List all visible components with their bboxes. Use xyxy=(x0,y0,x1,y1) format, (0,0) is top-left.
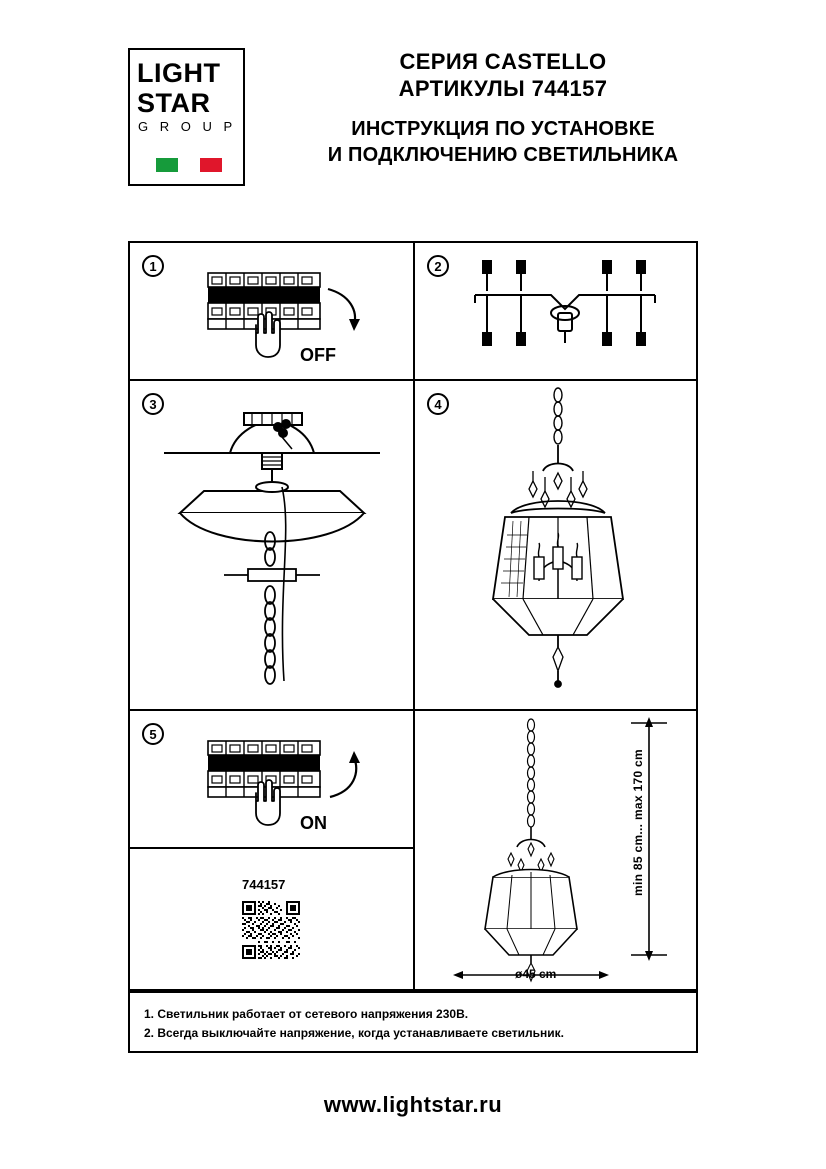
ceiling-mount-illustration xyxy=(152,391,392,701)
dimensions-cell xyxy=(413,711,696,991)
title-line-2: И ПОДКЛЮЧЕНИЮ СВЕТИЛЬНИКА xyxy=(327,144,679,166)
brand-logo xyxy=(128,48,245,186)
logo-group-text: G R O U P xyxy=(138,119,237,134)
step-cell-1 xyxy=(130,243,413,381)
step-cell-3 xyxy=(130,381,413,711)
logo-line-1: LIGHT xyxy=(137,58,221,88)
step-number-4: 4 xyxy=(427,393,449,415)
chandelier-illustration xyxy=(433,385,683,705)
qr-code xyxy=(242,901,300,959)
article-line: АРТИКУЛЫ 744157 xyxy=(398,76,608,101)
step-label-on: ON xyxy=(300,813,327,833)
breaker-off-illustration xyxy=(178,253,408,373)
note-1: 1. Светильник работает от сетевого напряжения 230В. xyxy=(144,1007,469,1021)
article-number: 744157 xyxy=(242,877,286,892)
breaker-on-illustration xyxy=(178,721,408,841)
article-qr-cell xyxy=(130,849,413,991)
header-titles xyxy=(308,48,698,168)
notes-block xyxy=(130,991,696,1051)
lamp-arms-illustration xyxy=(455,251,675,375)
step-number-1: 1 xyxy=(142,255,164,277)
step-label-off: OFF xyxy=(300,345,336,365)
series-line: СЕРИЯ CASTELLO xyxy=(399,49,607,74)
step-number-2: 2 xyxy=(427,255,449,277)
steps-grid xyxy=(128,241,698,1053)
website-url[interactable]: www.lightstar.ru xyxy=(323,1092,503,1117)
step-cell-2 xyxy=(413,243,696,381)
diameter-dimension-label: ø45 cm xyxy=(515,967,557,981)
logo-line-2: STAR xyxy=(137,88,211,118)
italian-flag-icon xyxy=(156,158,222,172)
header xyxy=(128,48,698,188)
height-dimension-label: min 85 cm... max 170 cm xyxy=(631,749,645,896)
title-line-1: ИНСТРУКЦИЯ ПО УСТАНОВКЕ xyxy=(351,118,655,140)
note-2: 2. Всегда выключайте напряжение, когда устанавливаете светильник. xyxy=(144,1026,564,1040)
step-number-5: 5 xyxy=(142,723,164,745)
step-cell-5 xyxy=(130,711,413,849)
step-number-3: 3 xyxy=(142,393,164,415)
step-cell-4 xyxy=(413,381,696,711)
